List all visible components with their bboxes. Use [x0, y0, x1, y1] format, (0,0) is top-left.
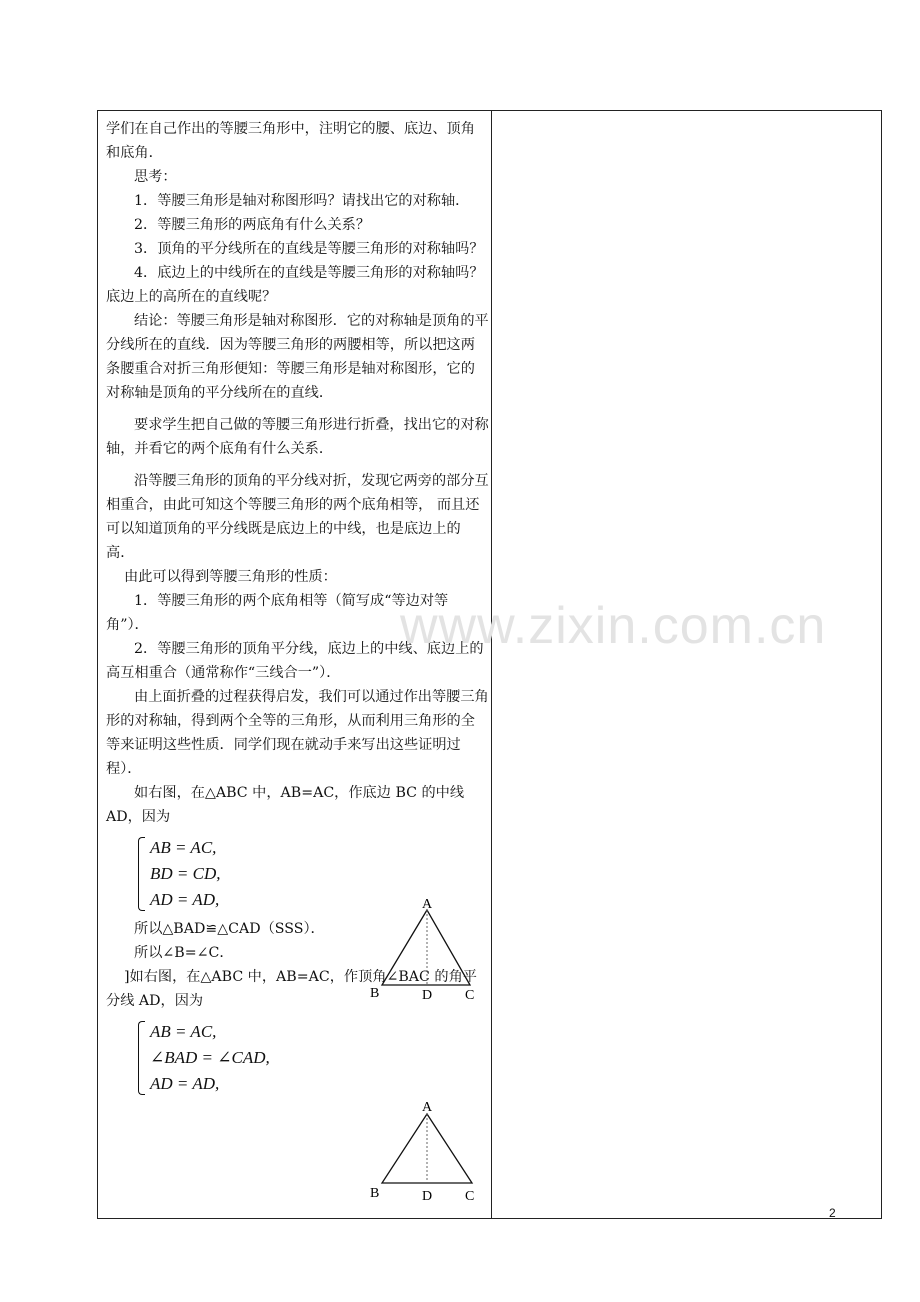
paragraph: 思考： [134, 169, 177, 185]
paragraph: 沿等腰三角形的顶角的平分线对折，发现它两旁的部分互相重合，由此可知这个等腰三角形的两个底角相等， 而且还可以知道顶角的平分线既是底边上的中线，也是底边上的高． [106, 473, 489, 561]
label-b: B [370, 1186, 380, 1201]
column-divider [491, 111, 492, 1218]
paragraph: 所以△BAD≌△CAD（SSS）． [134, 921, 325, 937]
label-c: C [465, 1189, 475, 1204]
paragraph: 如右图，在△ABC 中，AB=AC，作底边 BC 的中线 AD，因为 [106, 785, 465, 825]
triangle-figure-1 [368, 896, 488, 1006]
label-c: C [465, 988, 475, 1003]
triangle-figure-2 [368, 1099, 488, 1209]
label-a: A [422, 1100, 433, 1115]
label-d: D [422, 1189, 433, 1204]
proof-line: BD = CD, [150, 864, 221, 883]
paragraph: 结论：等腰三角形是轴对称图形．它的对称轴是顶角的平分线所在的直线．因为等腰三角形的两腰相等，所以把这两条腰重合对折三角形便知：等腰三角形是轴对称图形，它的对称轴是顶角的平分线所在的直线． [106, 313, 489, 401]
label-b: B [370, 986, 380, 1001]
paragraph: 3．顶角的平分线所在的直线是等腰三角形的对称轴吗？ [134, 241, 484, 257]
label-d: D [422, 988, 433, 1003]
paragraph: 学们在自己作出的等腰三角形中，注明它的腰、底边、顶角和底角． [106, 121, 475, 161]
proof-line: ∠BAD = ∠CAD, [150, 1048, 270, 1067]
watermark: www.zixin.com.cn [400, 597, 827, 655]
paragraph: 1．等腰三角形的两个底角相等（简写成“等边对等角”）． [106, 593, 449, 633]
proof-line: AD = AD, [150, 890, 220, 909]
brace-mark [138, 837, 145, 911]
paragraph: 1．等腰三角形是轴对称图形吗？请找出它的对称轴． [134, 193, 470, 209]
proof-line: AB = AC, [150, 838, 217, 857]
proof-line: AB = AC, [150, 1022, 217, 1041]
label-a: A [422, 897, 433, 912]
paragraph: 4．底边上的中线所在的直线是等腰三角形的对称轴吗？ 底边上的高所在的直线呢？ [106, 265, 484, 305]
brace-mark [138, 1021, 145, 1095]
page-number: 2 [829, 1206, 836, 1220]
proof-line: AD = AD, [150, 1074, 220, 1093]
triangle-abc [382, 910, 470, 985]
paragraph: 2．等腰三角形的两底角有什么关系？ [134, 217, 371, 233]
paragraph: 要求学生把自己做的等腰三角形进行折叠，找出它的对称轴，并看它的两个底角有什么关系． [106, 417, 489, 457]
triangle-abc [382, 1114, 472, 1183]
proof-system-2 [146, 1019, 489, 1097]
paragraph: 2．等腰三角形的顶角平分线，底边上的中线、底边上的高互相重合（通常称作“三线合一”）． [106, 641, 484, 681]
paragraph: 由此可以得到等腰三角形的性质： [124, 569, 337, 585]
paragraph: 由上面折叠的过程获得启发，我们可以通过作出等腰三角形的对称轴，得到两个全等的三角形，从而利用三角形的全等来证明这些性质．同学们现在就动手来写出这些证明过程）． [106, 689, 489, 777]
lesson-table [97, 110, 882, 1219]
paragraph: 所以∠B=∠C． [134, 945, 234, 961]
paragraph: ]如右图，在△ABC 中，AB=AC，作顶角∠BAC 的角平分线 AD，因为 [106, 969, 477, 1009]
